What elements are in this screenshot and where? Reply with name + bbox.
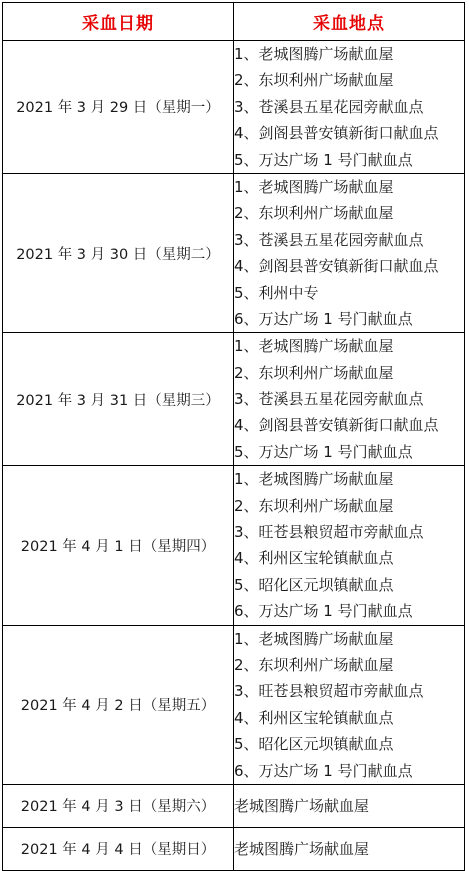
table-row	[3, 466, 465, 625]
blood-collection-schedule-table	[2, 2, 465, 871]
date-cell: 2021 年 4 月 2 日（星期五）	[3, 625, 234, 784]
site-list-item: 5、万达广场 1 号门献血点	[234, 150, 413, 169]
site-list-item: 1、老城图腾广场献血屋	[234, 45, 394, 63]
site-cell	[234, 625, 465, 784]
site-list-item: 5、利州中专	[234, 283, 319, 302]
site-cell	[234, 41, 465, 174]
site-list-item: 6、万达广场 1 号门献血点	[234, 761, 413, 780]
site-list-item: 6、万达广场 1 号门献血点	[234, 309, 413, 328]
site-cell	[234, 173, 465, 332]
site-list-item: 1、老城图腾广场献血屋	[234, 629, 394, 648]
table-row	[3, 41, 465, 174]
site-list-item: 2、东坝利州广场献血屋	[234, 655, 394, 674]
site-cell	[234, 333, 465, 466]
site-list-item: 4、剑阁县普安镇新街口献血点	[234, 416, 439, 435]
site-list-item: 4、剑阁县普安镇新街口献血点	[234, 124, 439, 143]
site-list-item: 3、苍溪县五星花园旁献血点	[234, 390, 424, 409]
date-cell: 2021 年 3 月 30 日（星期二）	[3, 173, 234, 332]
site-list-item: 3、旺苍县粮贸超市旁献血点	[234, 523, 424, 542]
table-row	[3, 784, 465, 827]
site-list-item: 4、利州区宝轮镇献血点	[234, 549, 394, 568]
table-row	[3, 625, 465, 784]
site-list-item: 4、剑阁县普安镇新街口献血点	[234, 257, 439, 276]
table-row	[3, 173, 465, 332]
date-cell: 2021 年 4 月 1 日（星期四）	[3, 466, 234, 625]
site-list-item: 6、万达广场 1 号门献血点	[234, 602, 413, 621]
site-list-item: 3、旺苍县粮贸超市旁献血点	[234, 682, 424, 701]
site-list-item: 2、东坝利州广场献血屋	[234, 71, 394, 90]
site-list-item: 5、昭化区元坝镇献血点	[234, 735, 394, 754]
date-cell: 2021 年 4 月 3 日（星期六）	[3, 784, 234, 827]
site-list-item: 4、利州区宝轮镇献血点	[234, 708, 394, 727]
site-list-item: 2、东坝利州广场献血屋	[234, 204, 394, 223]
site-list-item: 5、昭化区元坝镇献血点	[234, 575, 394, 594]
table-row	[3, 333, 465, 466]
table-header-row	[3, 3, 465, 41]
site-list-item: 2、东坝利州广场献血屋	[234, 363, 394, 382]
table-body	[3, 41, 465, 871]
column-header-site: 采血地点	[234, 3, 465, 41]
site-cell: 老城图腾广场献血屋	[234, 827, 465, 870]
site-list-item: 5、万达广场 1 号门献血点	[234, 442, 413, 461]
site-list-item: 3、苍溪县五星花园旁献血点	[234, 230, 424, 249]
table-row	[3, 827, 465, 870]
site-list-item: 1、老城图腾广场献血屋	[234, 337, 394, 356]
date-cell: 2021 年 3 月 31 日（星期三）	[3, 333, 234, 466]
site-list-item: 1、老城图腾广场献血屋	[234, 177, 394, 196]
site-list-item: 1、老城图腾广场献血屋	[234, 470, 394, 489]
date-cell: 2021 年 3 月 29 日（星期一）	[3, 41, 234, 174]
date-cell: 2021 年 4 月 4 日（星期日）	[3, 827, 234, 870]
site-cell: 老城图腾广场献血屋	[234, 784, 465, 827]
site-cell	[234, 466, 465, 625]
column-header-date: 采血日期	[3, 3, 234, 41]
site-list-item: 2、东坝利州广场献血屋	[234, 496, 394, 515]
site-list-item: 3、苍溪县五星花园旁献血点	[234, 97, 424, 116]
